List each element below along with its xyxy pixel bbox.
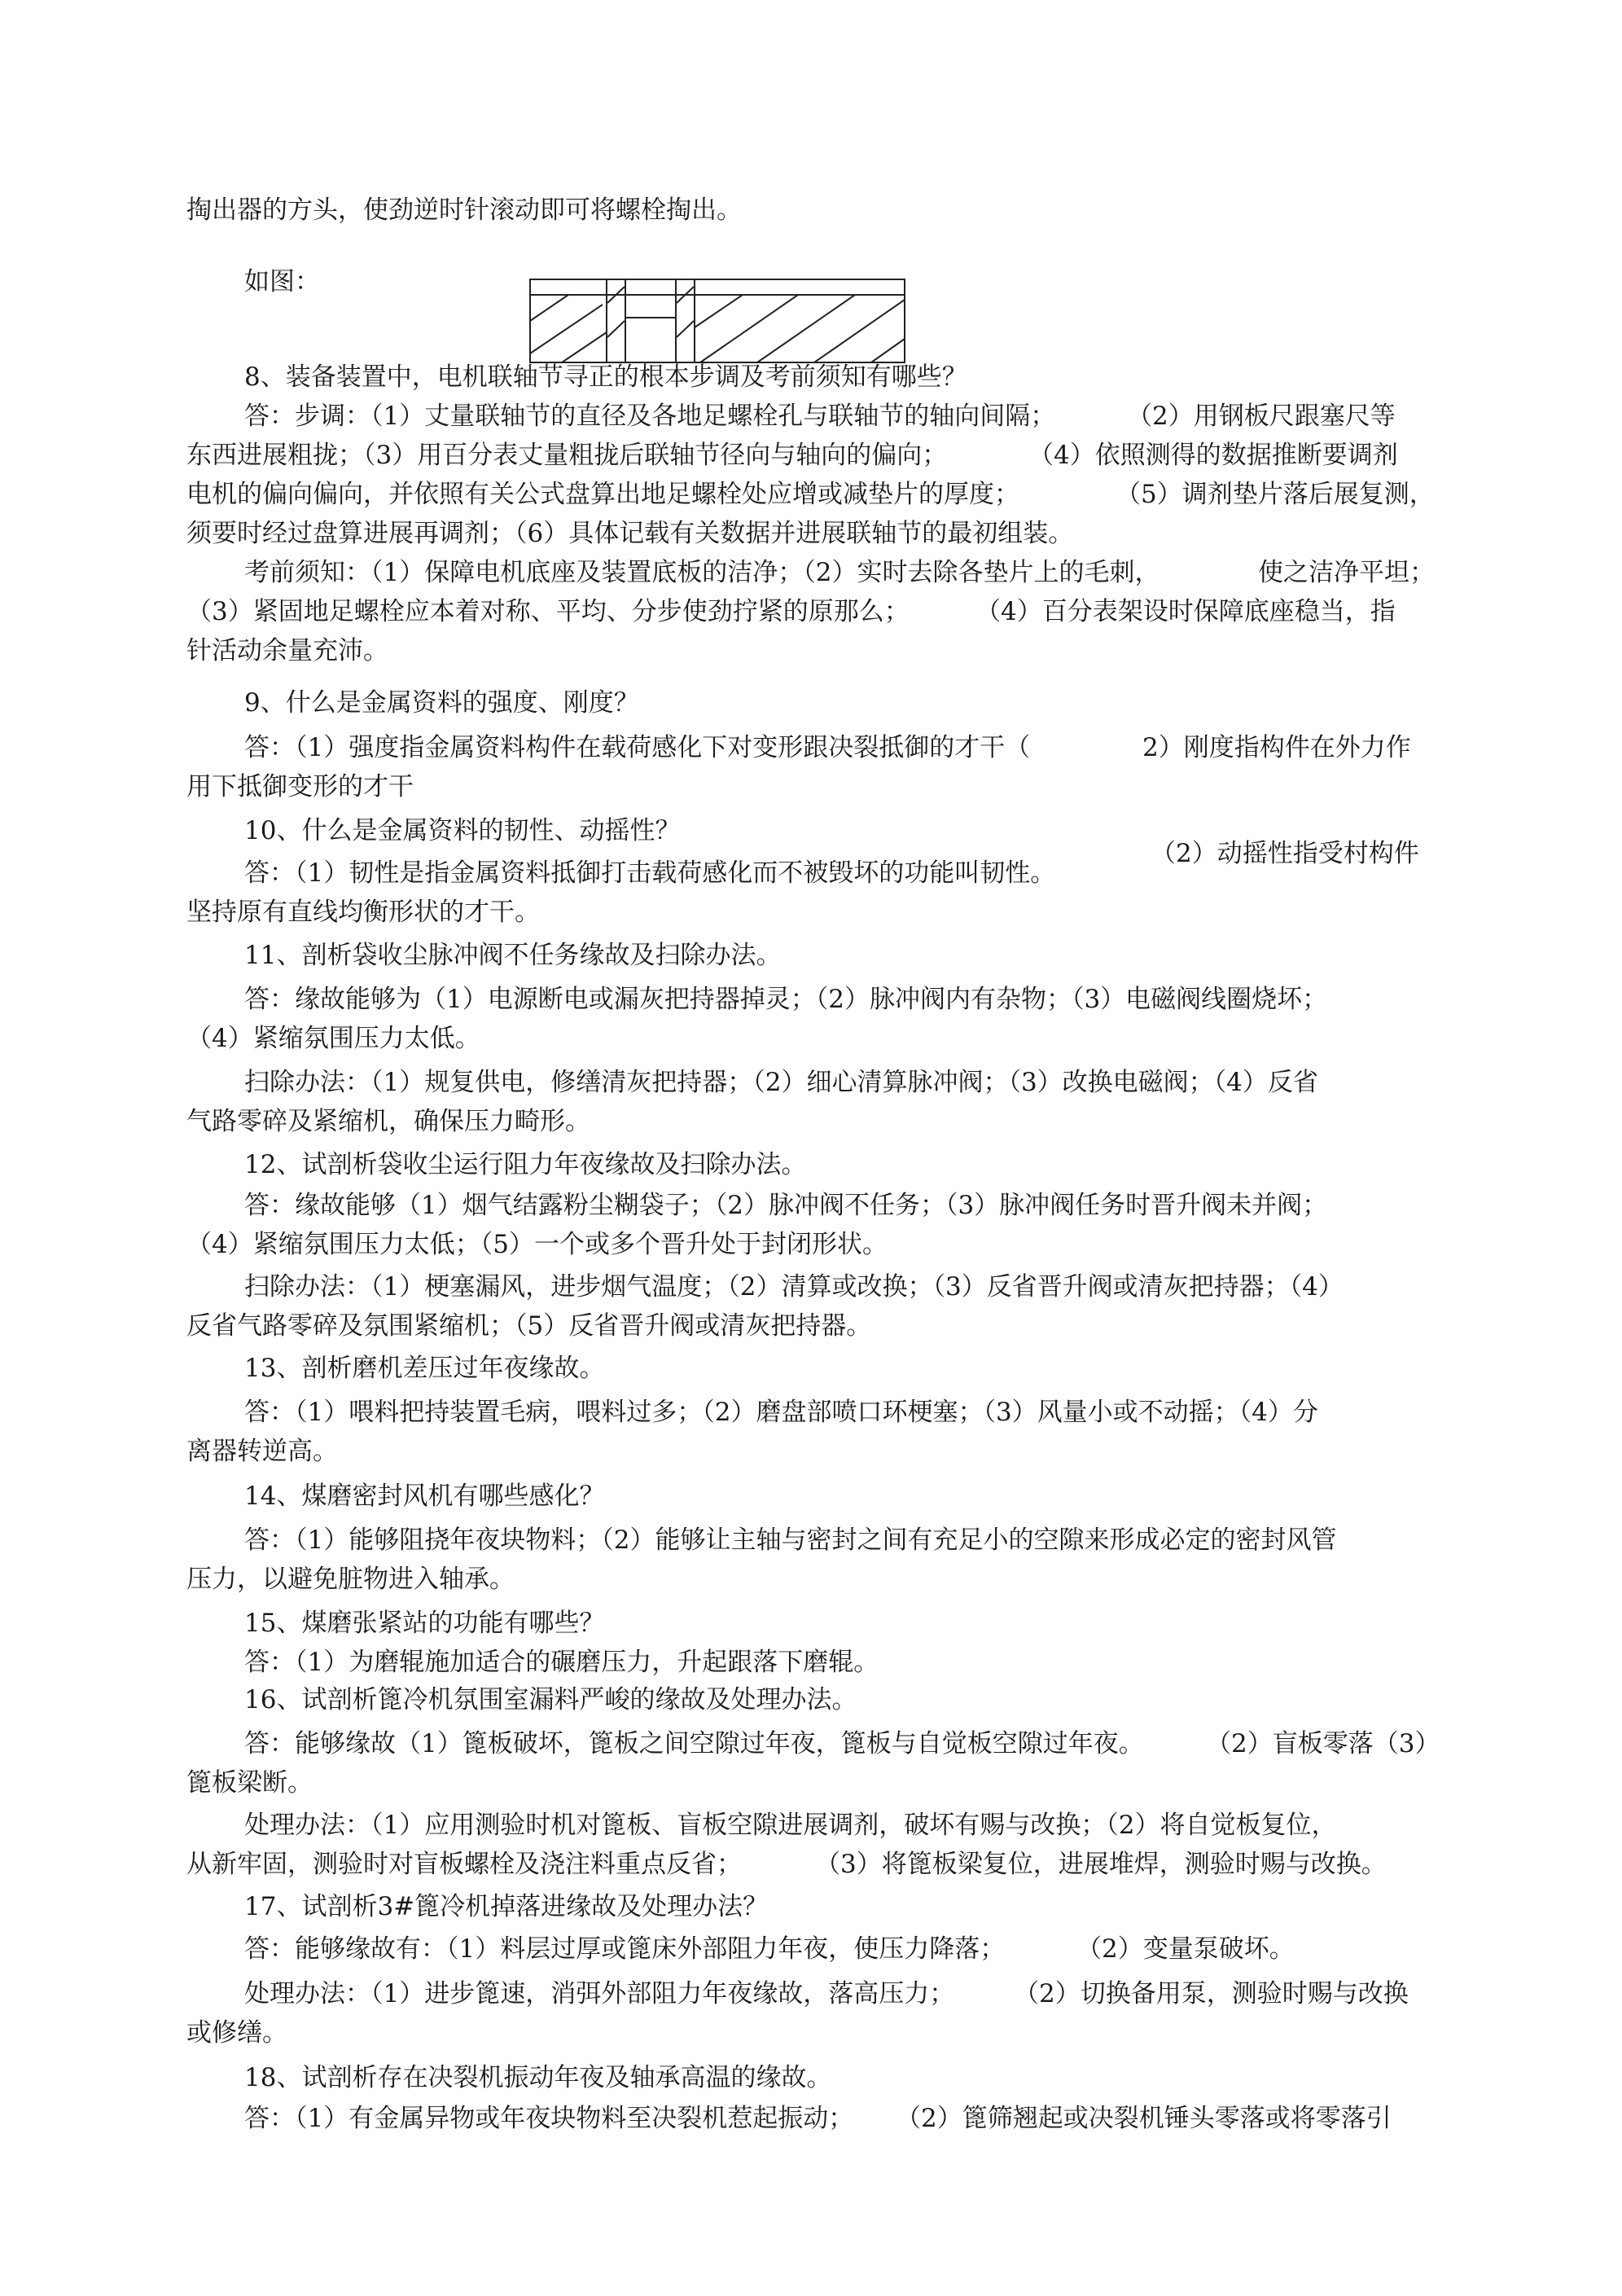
question-heading: 17、试剖析3#篦冷机掉落进缘故及处理办法？ xyxy=(244,1892,769,1921)
text-line: 答：（1）有金属异物或年夜块物料至决裂机惹起振动； xyxy=(244,2104,854,2133)
text-line: 针活动余量充沛。 xyxy=(186,636,388,665)
text-line: 须要时经过盘算进展再调剂；（6）具体记载有关数据并进展联轴节的最初组装。 xyxy=(186,519,1074,548)
question-heading: 15、煤磨张紧站的功能有哪些？ xyxy=(244,1609,605,1638)
text-line: 或修缮。 xyxy=(186,2018,287,2048)
text-line: 答：（1）能够阻挠年夜块物料；（2）能够让主轴与密封之间有充足小的空隙来形成必定的密封风管 xyxy=(244,1526,1337,1555)
text-line: 电机的偏向偏向，并依照有关公式盘算出地足螺栓处应增或减垫片的厚度； xyxy=(186,480,1019,509)
text-line: 反省气路零碎及氛围紧缩机；（5）反省晋升阀或清灰把持器。 xyxy=(186,1311,872,1341)
text-line: 答：（1）强度指金属资料构件在载荷感化下对变形跟决裂抵御的才干（ xyxy=(244,733,1031,762)
question-heading: 9、什么是金属资料的强度、刚度？ xyxy=(244,688,639,718)
question-heading: 11、剖析袋收尘脉冲阀不任务缘故及扫除办法。 xyxy=(244,941,782,970)
text-line: 答：（1）韧性是指金属资料抵御打击载荷感化而不被毁坏的功能叫韧性。 xyxy=(244,858,1056,888)
text-line: （3）将篦板梁复位，进展堆焊，测验时赐与改换。 xyxy=(815,1850,1387,1879)
text-line: 处理办法：（1）应用测验时机对篦板、盲板空隙进展调剂，破坏有赐与改换；（2）将自觉板复位， xyxy=(244,1811,1337,1840)
text-line: （2）动摇性指受村构件 xyxy=(1151,839,1419,868)
text-line: 答：步调：（1）丈量联轴节的直径及各地足螺栓孔与联轴节的轴向间隔； xyxy=(244,402,1056,431)
text-line: 东西进展粗拢；（3）用百分表丈量粗拢后联轴节径向与轴向的偏向； xyxy=(186,441,948,470)
text-line: 篦板梁断。 xyxy=(186,1768,313,1798)
text-line: （3）紧固地足螺栓应本着对称、平均、分步使劲拧紧的原那么； xyxy=(186,597,910,626)
question-heading: 10、什么是金属资料的韧性、动摇性？ xyxy=(244,816,681,845)
question-heading: 14、煤磨密封风机有哪些感化？ xyxy=(244,1482,605,1511)
text-line: 离器转逆高。 xyxy=(186,1437,338,1466)
text-line: 使之洁净平坦； xyxy=(1258,558,1435,587)
text-line: （4）紧缩氛围压力太低；（5）一个或多个晋升处于封闭形状。 xyxy=(186,1230,888,1259)
text-line: 答：能够缘故（1）篦板破坏，篦板之间空隙过年夜，篦板与自觉板空隙过年夜。 xyxy=(244,1729,1144,1758)
text-line: （2）用钢板尺跟塞尺等 xyxy=(1127,402,1396,431)
question-heading: 12、试剖析袋收尘运行阻力年夜缘故及扫除办法。 xyxy=(244,1150,807,1179)
text-line: 压力，以避免脏物进入轴承。 xyxy=(186,1565,515,1594)
text-line: 处理办法：（1）进步篦速，消弭外部阻力年夜缘故，落高压力； xyxy=(244,1979,955,2008)
text-line: 气路零碎及紧缩机，确保压力畸形。 xyxy=(186,1107,590,1136)
bolt-extractor-figure xyxy=(529,279,905,363)
text-line: 考前须知：（1）保障电机底座及装置底板的洁净；（2）实时去除各垫片上的毛刺， xyxy=(244,558,1160,587)
text-line: （4）依照测得的数据推断要调剂 xyxy=(1028,441,1398,470)
text-line: 答：（1）喂料把持装置毛病，喂料过多；（2）磨盘部喷口环梗塞；（3）风量小或不动摇；（4）分 xyxy=(244,1398,1318,1427)
text-line: （2）切换备用泵，测验时赐与改换 xyxy=(1014,1979,1409,2008)
text-line: 答：缘故能够为（1）电源断电或漏灰把持器掉灵；（2）脉冲阀内有杂物；（3）电磁阀线圈烧坏； xyxy=(244,985,1328,1014)
text-line: 用下抵御变形的才干 xyxy=(186,772,414,801)
text-line: （2）盲板零落（3） xyxy=(1206,1729,1440,1758)
text-line: 从新牢固，测验时对盲板螺栓及浇注料重点反省； xyxy=(186,1850,742,1879)
text-line: （5）调剂垫片落后展复测， xyxy=(1116,480,1435,509)
text-line: 如图： xyxy=(244,267,320,296)
text-line: （2）篦筛翘起或决裂机锤头零落或将零落引 xyxy=(896,2104,1392,2133)
text-line: 答：缘故能够（1）烟气结露粉尘糊袋子；（2）脉冲阀不任务；（3）脉冲阀任务时晋升阀未并阀； xyxy=(244,1191,1328,1220)
text-line: 答：（1）为磨辊施加适合的碾磨压力，升起跟落下磨辊。 xyxy=(244,1648,879,1677)
question-heading: 18、试剖析存在决裂机振动年夜及轴承高温的缘故。 xyxy=(244,2063,832,2092)
text-line: 扫除办法：（1）规复供电，修缮清灰把持器；（2）细心清算脉冲阀；（3）改换电磁阀；（4）反省 xyxy=(244,1068,1318,1097)
text-line: （2）变量泵破坏。 xyxy=(1076,1934,1295,1964)
text-line: （4）紧缩氛围压力太低。 xyxy=(186,1024,480,1053)
text-line: （4）百分表架设时保障底座稳当，指 xyxy=(975,597,1396,626)
text-line: 扫除办法：（1）梗塞漏风，进步烟气温度；（2）清算或改换；（3）反省晋升阀或清灰把持器；（4） xyxy=(244,1272,1344,1302)
text-line: 2）刚度指构件在外力作 xyxy=(1142,733,1411,762)
question-heading: 8、装备装置中，电机联轴节寻正的根本步调及考前须知有哪些？ xyxy=(244,362,967,392)
text-line: 答：能够缘故有：（1）料层过厚或篦床外部阻力年夜，使压力降落； xyxy=(244,1934,1006,1964)
question-heading: 16、试剖析篦冷机氛围室漏料严峻的缘故及处理办法。 xyxy=(244,1685,857,1714)
question-heading: 13、剖析磨机差压过年夜缘故。 xyxy=(244,1354,605,1383)
text-line: 掏出器的方头，使劲逆时针滚动即可将螺栓掏出。 xyxy=(186,195,742,225)
text-line: 坚持原有直线均衡形状的才干。 xyxy=(186,898,540,927)
